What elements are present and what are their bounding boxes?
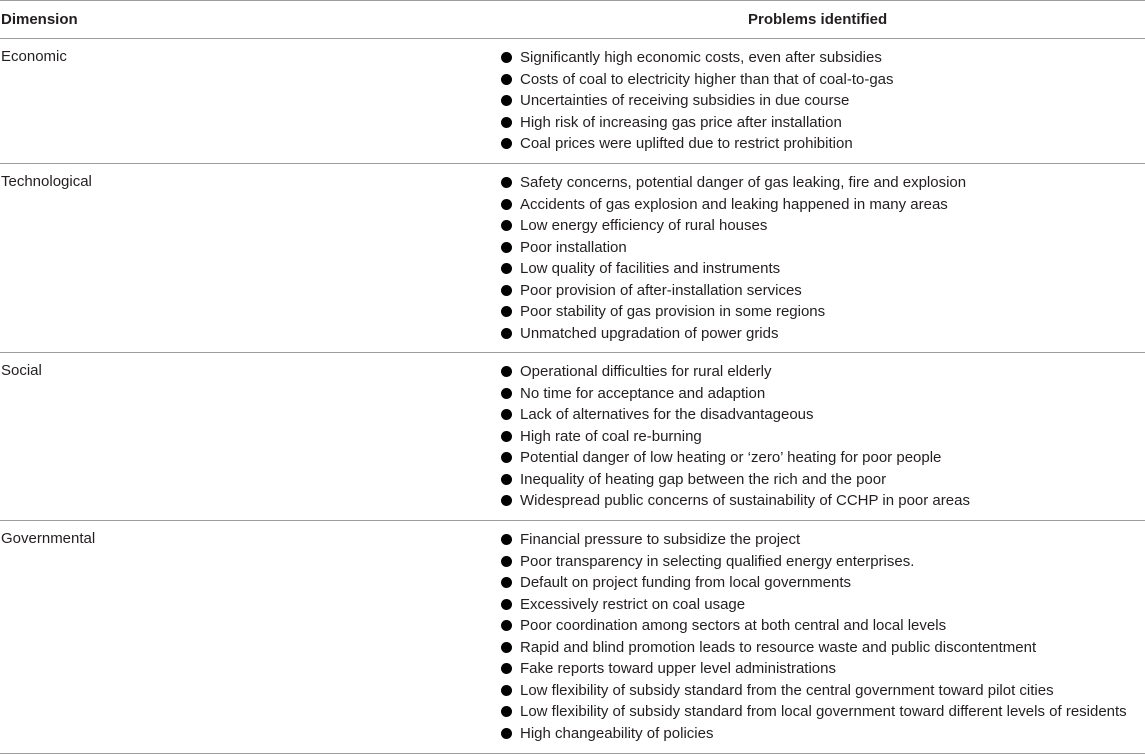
problem-text: Uncertainties of receiving subsidies in due course (520, 92, 850, 109)
table-body (0, 39, 1145, 754)
table-row (0, 353, 1145, 521)
problem-text: Unmatched upgradation of power grids (520, 324, 779, 342)
bullet-icon (501, 474, 512, 485)
problem-text: Poor transparency in selecting qualified energy enterprises. (520, 552, 915, 570)
bullet-icon (501, 495, 512, 506)
list-item (501, 323, 966, 345)
problem-text: Low quality of facilities and instruments (520, 260, 781, 277)
list-item (501, 637, 1127, 659)
list-item (501, 426, 970, 448)
list-item (501, 69, 894, 91)
list-item (501, 215, 966, 237)
problem-text: Excessively restrict on coal usage (520, 595, 746, 613)
list-item (501, 47, 894, 69)
problem-text: Low energy efficiency of rural houses (520, 217, 768, 234)
list-item (501, 112, 894, 134)
bullet-icon (501, 328, 512, 339)
bullet-icon (501, 685, 512, 696)
bullet-icon (501, 263, 512, 274)
problem-text: High changeability of policies (520, 724, 714, 742)
problem-text: Financial pressure to subsidize the project (520, 531, 801, 548)
list-item (501, 361, 970, 383)
table-row (0, 521, 1145, 754)
list-item (501, 658, 1127, 680)
list-item (501, 258, 966, 280)
list-item (501, 529, 1127, 551)
list-item (501, 701, 1127, 723)
list-item (501, 90, 894, 112)
problem-text: Low flexibility of subsidy standard from the central government toward pilot cities (520, 681, 1054, 699)
problem-text: Inequality of heating gap between the rich and the poor (520, 470, 887, 488)
problems-list (501, 361, 970, 512)
bullet-icon (501, 52, 512, 63)
list-item (501, 469, 970, 491)
problem-text: Operational difficulties for rural elderly (520, 363, 772, 380)
problems-list (501, 47, 894, 155)
header-dimension: Dimension (1, 11, 78, 28)
bullet-icon (501, 431, 512, 442)
problem-text: Costs of coal to electricity higher than that of coal-to-gas (520, 70, 894, 88)
dimension-cell: Economic (1, 48, 67, 65)
bullet-icon (501, 577, 512, 588)
problem-text: Lack of alternatives for the disadvantageous (520, 406, 814, 423)
dimension-cell: Technological (1, 173, 92, 190)
list-item (501, 572, 1127, 594)
list-item (501, 172, 966, 194)
problem-text: Default on project funding from local governments (520, 574, 852, 591)
bullet-icon (501, 74, 512, 85)
bullet-icon (501, 95, 512, 106)
list-item (501, 680, 1127, 702)
bullet-icon (501, 177, 512, 188)
list-item (501, 237, 966, 259)
list-item (501, 615, 1127, 637)
dimension-cell: Governmental (1, 530, 96, 547)
bullet-icon (501, 599, 512, 610)
problem-text: No time for acceptance and adaption (520, 384, 766, 402)
header-problems: Problems identified (748, 11, 888, 28)
bullet-icon (501, 706, 512, 717)
list-item (501, 194, 966, 216)
list-item (501, 301, 966, 323)
list-item (501, 404, 970, 426)
problems-list (501, 529, 1127, 744)
bullet-icon (501, 242, 512, 253)
problem-text: Accidents of gas explosion and leaking happened in many areas (520, 195, 948, 213)
bullet-icon (501, 366, 512, 377)
problem-text: Widespread public concerns of sustainability of CCHP in poor areas (520, 492, 970, 509)
problem-text: Coal prices were uplifted due to restrict prohibition (520, 135, 853, 152)
bullet-icon (501, 306, 512, 317)
table-row (0, 39, 1145, 164)
problem-text: High risk of increasing gas price after installation (520, 113, 842, 131)
problem-text: Rapid and blind promotion leads to resource waste and public discontentment (520, 638, 1037, 656)
problem-text: Fake reports toward upper level administrations (520, 660, 836, 677)
table-header (0, 0, 1145, 39)
bullet-icon (501, 409, 512, 420)
bullet-icon (501, 556, 512, 567)
list-item (501, 490, 970, 512)
bullet-icon (501, 220, 512, 231)
problem-text: Potential danger of low heating or ‘zero’ heating for poor people (520, 449, 942, 466)
table-row (0, 164, 1145, 353)
problem-text: Poor installation (520, 238, 627, 256)
problem-text: High rate of coal re-burning (520, 427, 702, 445)
list-item (501, 447, 970, 469)
bullet-icon (501, 285, 512, 296)
list-item (501, 723, 1127, 745)
problem-text: Low flexibility of subsidy standard from local government toward different levels of residents (520, 703, 1127, 720)
problem-text: Poor coordination among sectors at both central and local levels (520, 617, 947, 634)
list-item (501, 133, 894, 155)
list-item (501, 594, 1127, 616)
bullet-icon (501, 728, 512, 739)
bullet-icon (501, 199, 512, 210)
problem-text: Significantly high economic costs, even after subsidies (520, 49, 882, 66)
list-item (501, 551, 1127, 573)
problem-text: Poor provision of after-installation services (520, 281, 802, 299)
bullet-icon (501, 117, 512, 128)
problems-list (501, 172, 966, 344)
problem-text: Poor stability of gas provision in some regions (520, 303, 826, 320)
dimension-cell: Social (1, 362, 42, 379)
bullet-icon (501, 452, 512, 463)
problem-text: Safety concerns, potential danger of gas leaking, fire and explosion (520, 174, 967, 191)
list-item (501, 383, 970, 405)
bullet-icon (501, 138, 512, 149)
bullet-icon (501, 534, 512, 545)
bullet-icon (501, 388, 512, 399)
bullet-icon (501, 642, 512, 653)
bullet-icon (501, 663, 512, 674)
bullet-icon (501, 620, 512, 631)
list-item (501, 280, 966, 302)
